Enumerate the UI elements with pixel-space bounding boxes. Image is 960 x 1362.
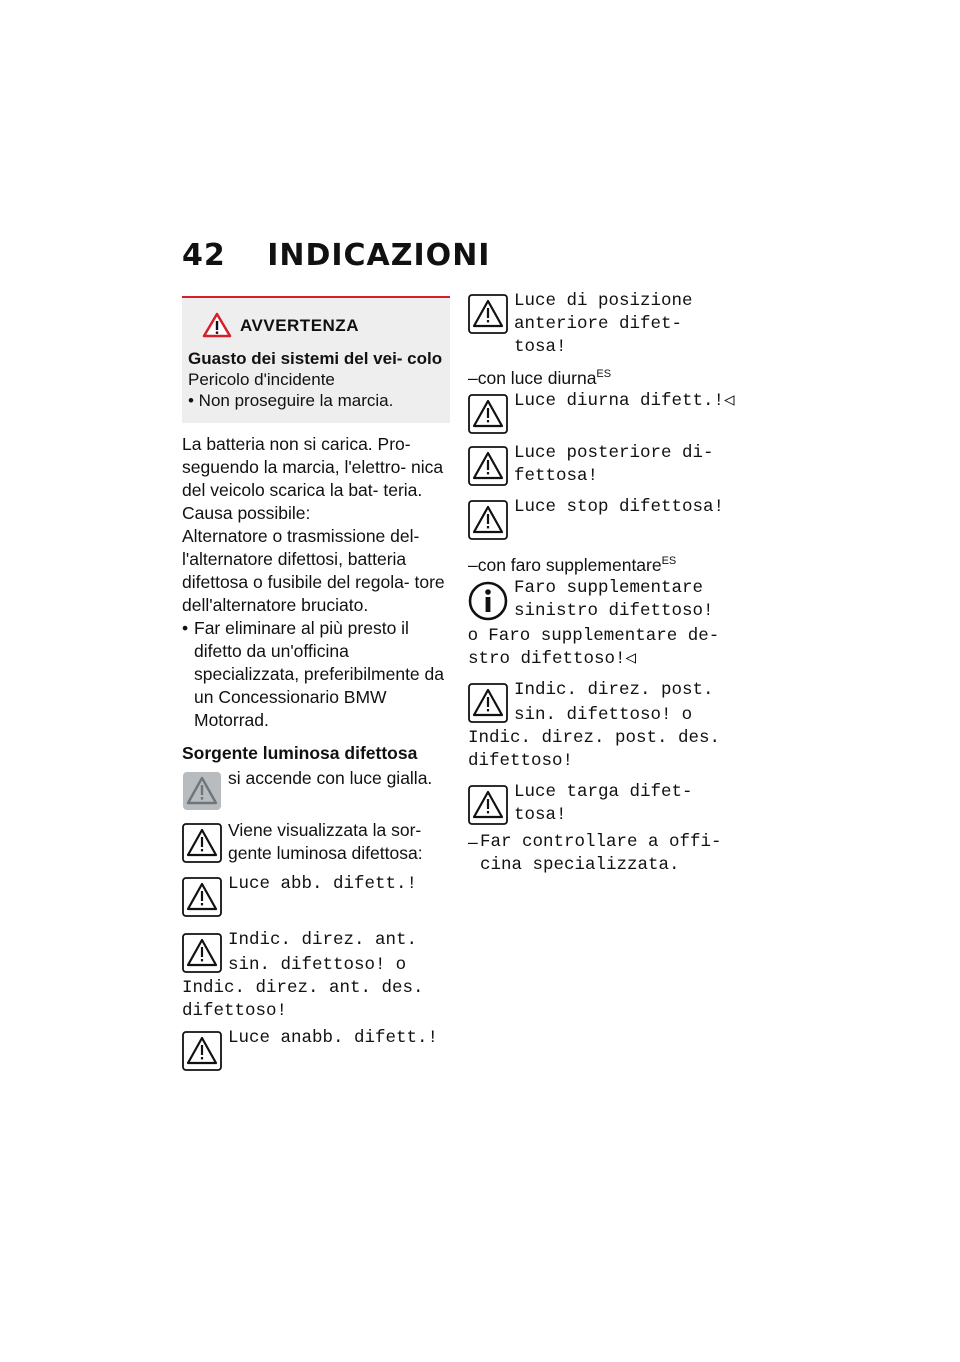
warning-label: AVVERTENZA: [240, 315, 359, 335]
shown-text: Viene visualizzata la sor- gente luminosa difettosa:: [228, 820, 423, 863]
warning-title: [202, 312, 444, 338]
msg-tail-light: Luce posteriore di- fettosa!: [514, 442, 714, 486]
warning-heading: Guasto dei sistemi del vei- colo: [188, 349, 443, 368]
warning-triangle-icon: [468, 394, 508, 434]
msg-rear-ind-row: [468, 679, 738, 727]
warning-action: • Non proseguire la marcia.: [188, 391, 394, 410]
warning-triangle-icon: [468, 500, 508, 540]
msg-rear-ind-left: Indic. direz. post. sin. difettoso! o: [514, 679, 714, 725]
warning-triangle-icon: [202, 312, 232, 338]
left-column: [182, 296, 450, 1071]
msg-high-beam: Luce abb. difett.!: [228, 874, 418, 894]
page-title: INDICAZIONI: [267, 238, 491, 273]
battery-paragraph: La batteria non si carica. Pro- seguendo la marcia, l'elettro- nica del veicolo scarica la bat- teria.: [182, 434, 444, 500]
page-header: [182, 238, 490, 273]
warning-triangle-icon: [468, 294, 508, 334]
action-bullet: • Far eliminare al più presto il difetto da un'officina specializzata, preferibilmente da un Concessionario BMW Motorrad.: [182, 617, 450, 732]
msg-drl-row: [468, 390, 738, 434]
msg-aux-left: Faro supplementare sinistro difettoso!: [514, 577, 714, 621]
msg-front-ind-right: Indic. direz. ant. des. difettoso!: [182, 978, 424, 1021]
msg-drl: Luce diurna difett.!◁: [514, 390, 735, 411]
msg-rear-ind-right: Indic. direz. post. des. difettoso!: [468, 727, 721, 771]
msg-aux-right: o Faro supplementare de- stro difettoso!◁: [468, 623, 720, 669]
gray-lamp-row: [182, 767, 450, 811]
with-aux-label: –con faro supplementare$^{ES}$: [468, 554, 677, 575]
warning-triangle-icon: [182, 877, 222, 917]
msg-plate-row: [468, 781, 738, 827]
info-icon: [468, 581, 508, 621]
cause-label: Causa possibile:: [182, 503, 311, 523]
warning-triangle-icon: [182, 1031, 222, 1071]
msg-front-ind-left: Indic. direz. ant. sin. difettoso! o: [228, 930, 418, 975]
cause-text: Alternatore o trasmissione del- l'alternatore difettosi, batteria difettosa o fusibile del regola- tore dell'alternatore bruciato.: [182, 526, 445, 615]
warning-triangle-icon: [468, 683, 508, 723]
msg-high-row: [182, 873, 450, 917]
section-title: Sorgente luminosa difettosa: [182, 743, 418, 763]
shown-row: [182, 819, 450, 865]
warning-hazard: Pericolo d'incidente: [188, 370, 335, 389]
warning-lamp-gray-icon: [182, 771, 222, 811]
page-number: 42: [182, 238, 226, 273]
msg-front-pos-row: [468, 290, 738, 359]
final-action-text: Far controllare a offi- cina specializzata.: [480, 831, 722, 875]
warning-box: [182, 296, 450, 423]
warning-triangle-icon: [182, 823, 222, 863]
msg-stop-row: [468, 496, 738, 540]
action-bullet-text: Far eliminare al più presto il difetto da un'officina specializzata, preferibilmente da un Concessionario BMW Motorrad.: [194, 618, 444, 730]
msg-low-row: [182, 1027, 450, 1071]
final-action: – Far controllare a offi- cina specializzata.: [468, 831, 738, 877]
msg-front-ind-row: [182, 929, 450, 977]
warning-triangle-icon: [182, 933, 222, 973]
lamp-lights-text: si accende con luce gialla.: [228, 768, 433, 788]
right-column: [468, 290, 738, 877]
msg-front-position: Luce di posizione anteriore difet- tosa!: [514, 291, 693, 357]
warning-triangle-icon: [468, 446, 508, 486]
msg-low-beam: Luce anabb. difett.!: [228, 1028, 439, 1048]
msg-tail-row: [468, 442, 738, 488]
msg-plate-light: Luce targa difet- tosa!: [514, 781, 693, 825]
msg-stop-light: Luce stop difettosa!: [514, 496, 725, 517]
msg-aux-left-row: [468, 577, 738, 623]
warning-triangle-icon: [468, 785, 508, 825]
with-drl-label: –con luce diurna$^{ES}$: [468, 367, 612, 388]
